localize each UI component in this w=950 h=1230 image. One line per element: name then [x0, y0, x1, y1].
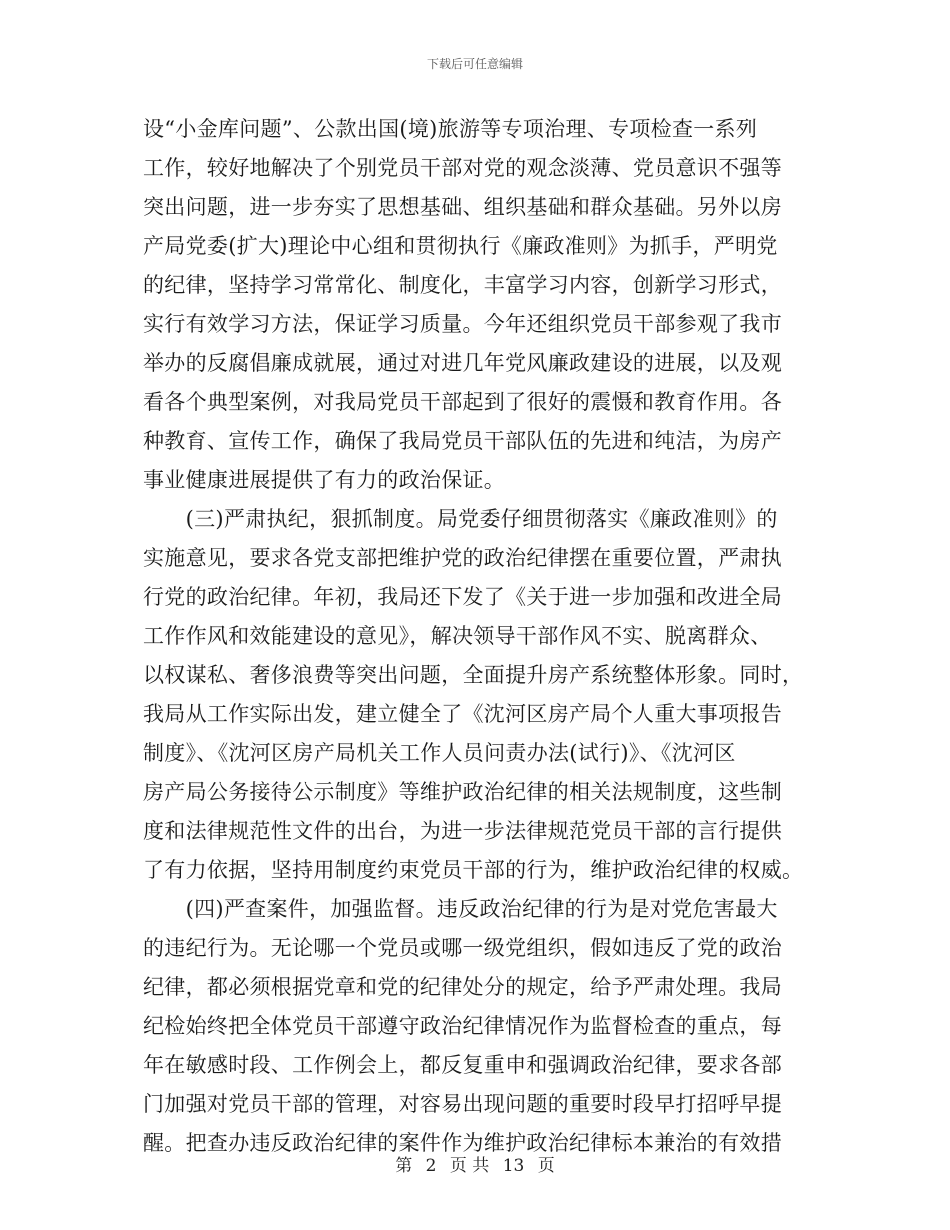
body-line: 种教育、宣传工作，确保了我局党员干部队伍的先进和纯洁，为房产: [143, 429, 782, 453]
body-line: (三)严肃执纪，狠抓制度。局党委仔细贯彻落实《廉政准则》的: [143, 507, 778, 531]
footer-current-page: 2: [425, 1156, 437, 1176]
body-line: (四)严查案件，加强监督。违反政治纪律的行为是对党危害最大: [143, 897, 778, 921]
body-line: 门加强对党员干部的管理，对容易出现问题的重要时段早打招呼早提: [143, 1092, 782, 1116]
body-line: 行党的政治纪律。年初，我局还下发了《关于进一步加强和改进全局: [143, 585, 782, 609]
body-line: 纪律，都必须根据党章和党的纪律处分的规定，给予严肃处理。我局: [143, 975, 782, 999]
body-line: 以权谋私、奢侈浪费等突出问题，全面提升房产系统整体形象。同时，: [143, 663, 804, 687]
footer-prefix: 第: [395, 1156, 413, 1176]
footer-total-pages: 13: [502, 1156, 525, 1176]
footer-middle: 页 共: [449, 1156, 490, 1176]
body-line: 纪检始终把全体党员干部遵守政治纪律情况作为监督检查的重点，每: [143, 1014, 782, 1038]
footer-suffix: 页: [537, 1156, 555, 1176]
body-line: 突出问题，进一步夯实了思想基础、组织基础和群众基础。另外以房: [143, 195, 782, 219]
body-line: 年在敏感时段、工作例会上，都反复重申和强调政治纪律，要求各部: [143, 1053, 782, 1077]
body-line: 了有力依据，坚持用制度约束党员干部的行为，维护政治纪律的权威。: [143, 858, 804, 882]
page-header: [0, 55, 950, 72]
body-line: 设“小金库问题”、公款出国(境)旅游等专项治理、专项检查一系列: [143, 117, 758, 141]
header-text: 下载后可任意编辑: [426, 57, 523, 71]
body-line: 产局党委(扩大)理论中心组和贯彻执行《廉政准则》为抓手，严明党: [143, 234, 778, 258]
body-line: 举办的反腐倡廉成就展，通过对进几年党风廉政建设的进展，以及观: [143, 351, 782, 375]
document-body: [143, 110, 811, 1163]
body-line: 的纪律，坚持学习常常化、制度化，丰富学习内容，创新学习形式，: [143, 273, 782, 297]
body-line: 醒。把查办违反政治纪律的案件作为维护政治纪律标本兼治的有效措: [143, 1131, 782, 1155]
body-line: 制度》、《沈河区房产局机关工作人员问责办法(试行)》、《沈河区: [143, 741, 736, 765]
page-footer: [0, 1151, 950, 1176]
body-line: 工作，较好地解决了个别党员干部对党的观念淡薄、党员意识不强等: [143, 156, 782, 180]
body-line: 看各个典型案例，对我局党员干部起到了很好的震慑和教育作用。各: [143, 390, 782, 414]
body-line: 实施意见，要求各党支部把维护党的政治纪律摆在重要位置，严肃执: [143, 546, 782, 570]
body-line: 房产局公务接待公示制度》等维护政治纪律的相关法规制度，这些制: [143, 780, 782, 804]
body-line: 我局从工作实际出发，建立健全了《沈河区房产局个人重大事项报告: [143, 702, 782, 726]
body-line: 实行有效学习方法，保证学习质量。今年还组织党员干部参观了我市: [143, 312, 782, 336]
body-line: 事业健康进展提供了有力的政治保证。: [143, 468, 506, 492]
body-line: 度和法律规范性文件的出台，为进一步法律规范党员干部的言行提供: [143, 819, 782, 843]
body-line: 工作作风和效能建设的意见》，解决领导干部作风不实、脱离群众、: [143, 624, 772, 648]
body-line: 的违纪行为。无论哪一个党员或哪一级党组织，假如违反了党的政治: [143, 936, 782, 960]
